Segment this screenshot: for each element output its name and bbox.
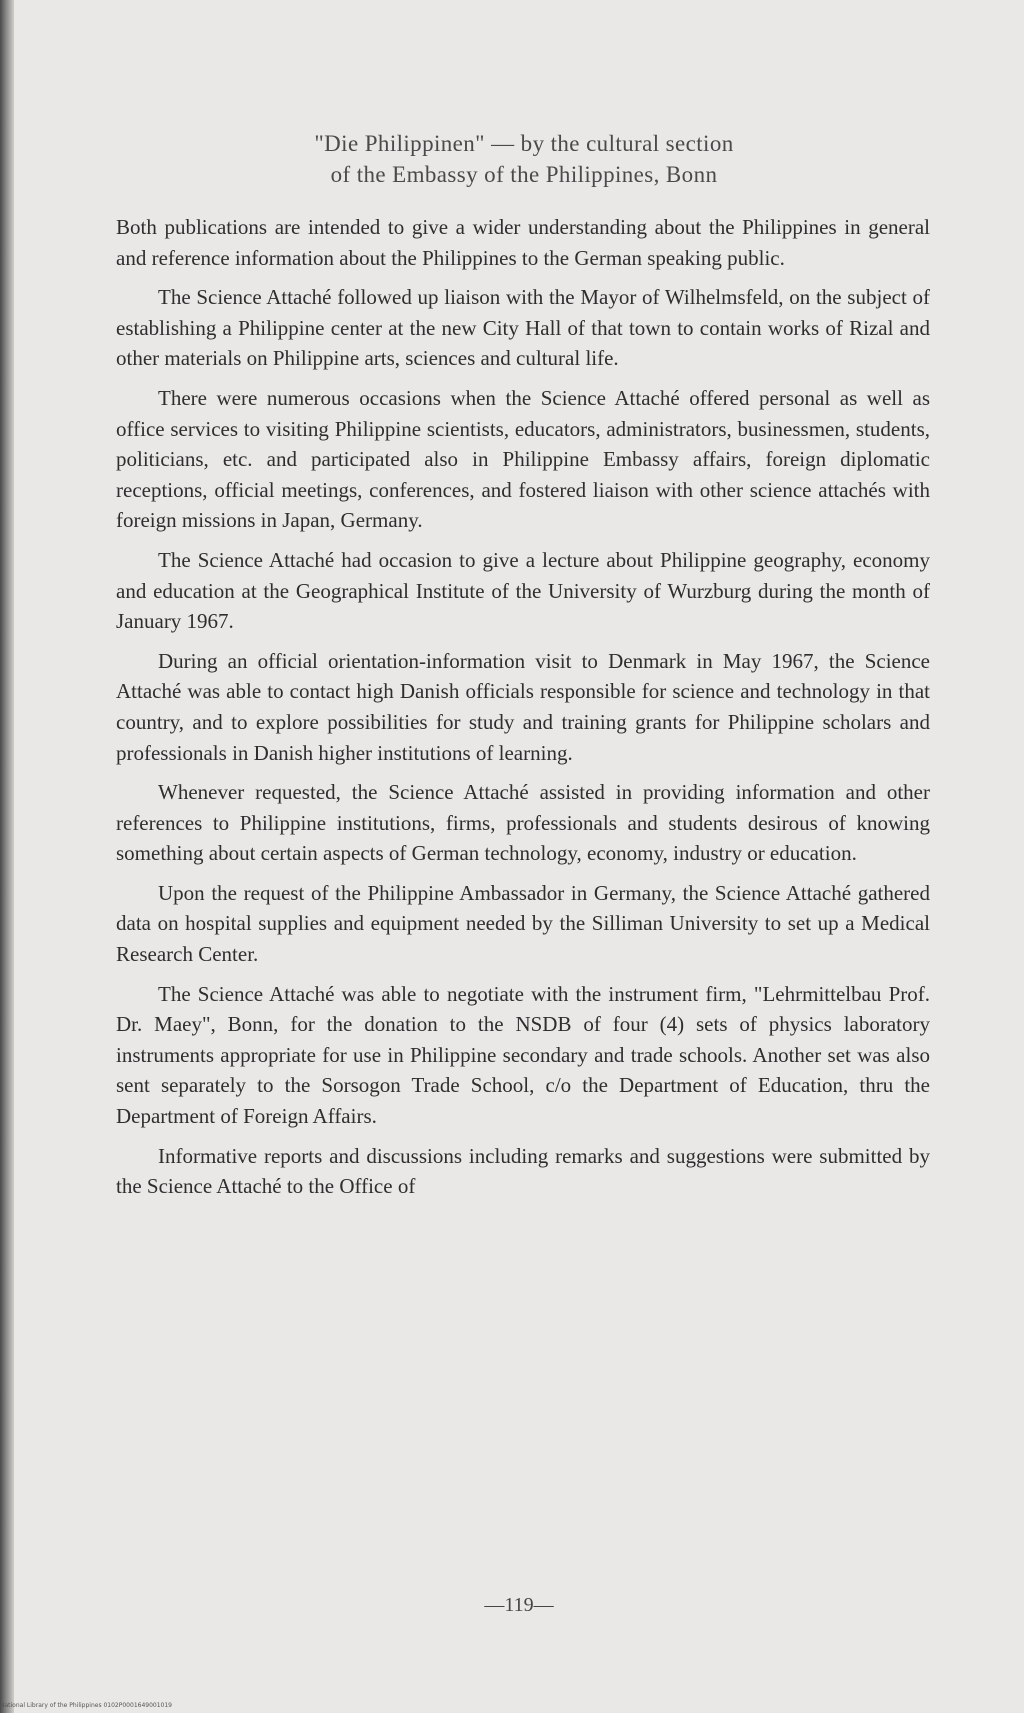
scan-edge-shadow xyxy=(0,0,14,1713)
heading-line-1: "Die Philippinen" — by the cultural section xyxy=(314,131,734,156)
paragraph: During an official orientation-information visit to Denmark in May 1967, the Science Attaché was able to contact high Danish officials responsible for science and technology in that country, and to explore possibilities for study and training grants for Philippine scholars and professionals in Danish higher institutions of learning. xyxy=(116,648,930,765)
paragraph: The Science Attaché had occasion to give a lecture about Philippine geography, economy and education at the Geographical Institute of the University of Wurzburg during the month of January 1967. xyxy=(116,547,930,634)
body-text xyxy=(116,212,930,1211)
paragraph: Upon the request of the Philippine Ambassador in Germany, the Science Attaché gathered data on hospital supplies and equipment needed by the Silliman University to set up a Medical Research Center. xyxy=(116,880,930,967)
paragraph: Both publications are intended to give a wider understanding about the Philippines in general and reference information about the Philippines to the German speaking public. xyxy=(116,215,930,270)
paragraph: Whenever requested, the Science Attaché assisted in providing information and other references to Philippine institutions, firms, professionals and students desirous of knowing something about certain aspects of German technology, economy, industry or education. xyxy=(116,780,930,866)
paragraph: There were numerous occasions when the Science Attaché offered personal as well as office services to visiting Philippine scientists, educators, administrators, businessmen, students, politicians, etc. and participated also in Philippine Embassy affairs, foreign diplomatic receptions, official meetings, conferences, and fostered liaison with other science attachés with foreign missions in Japan, Germany. xyxy=(116,385,930,533)
heading xyxy=(124,128,924,190)
document-page xyxy=(14,0,1024,1713)
heading-line-2: of the Embassy of the Philippines, Bonn xyxy=(330,162,718,187)
scan-footer-note: National Library of the Philippines 0102P0001649001019 xyxy=(0,1702,172,1709)
paragraph: Informative reports and discussions including remarks and suggestions were submitted by the Science Attaché to the Office of xyxy=(116,1143,930,1199)
paragraph: The Science Attaché was able to negotiate with the instrument firm, "Lehrmittelbau Prof. Dr. Maey", Bonn, for the donation to the NSDB of four (4) sets of physics laboratory instruments appropriate for use in Philippine secondary and trade schools. Another set was also sent separately to the Sorsogon Trade School, c/o the Department of Education, thru the Department of Foreign Affairs. xyxy=(116,981,930,1129)
page-number: —119— xyxy=(484,1594,554,1616)
paragraph: The Science Attaché followed up liaison with the Mayor of Wilhelmsfeld, on the subject of establishing a Philippine center at the new City Hall of that town to contain works of Rizal and other materials on Philippine arts, sciences and cultural life. xyxy=(116,285,930,371)
